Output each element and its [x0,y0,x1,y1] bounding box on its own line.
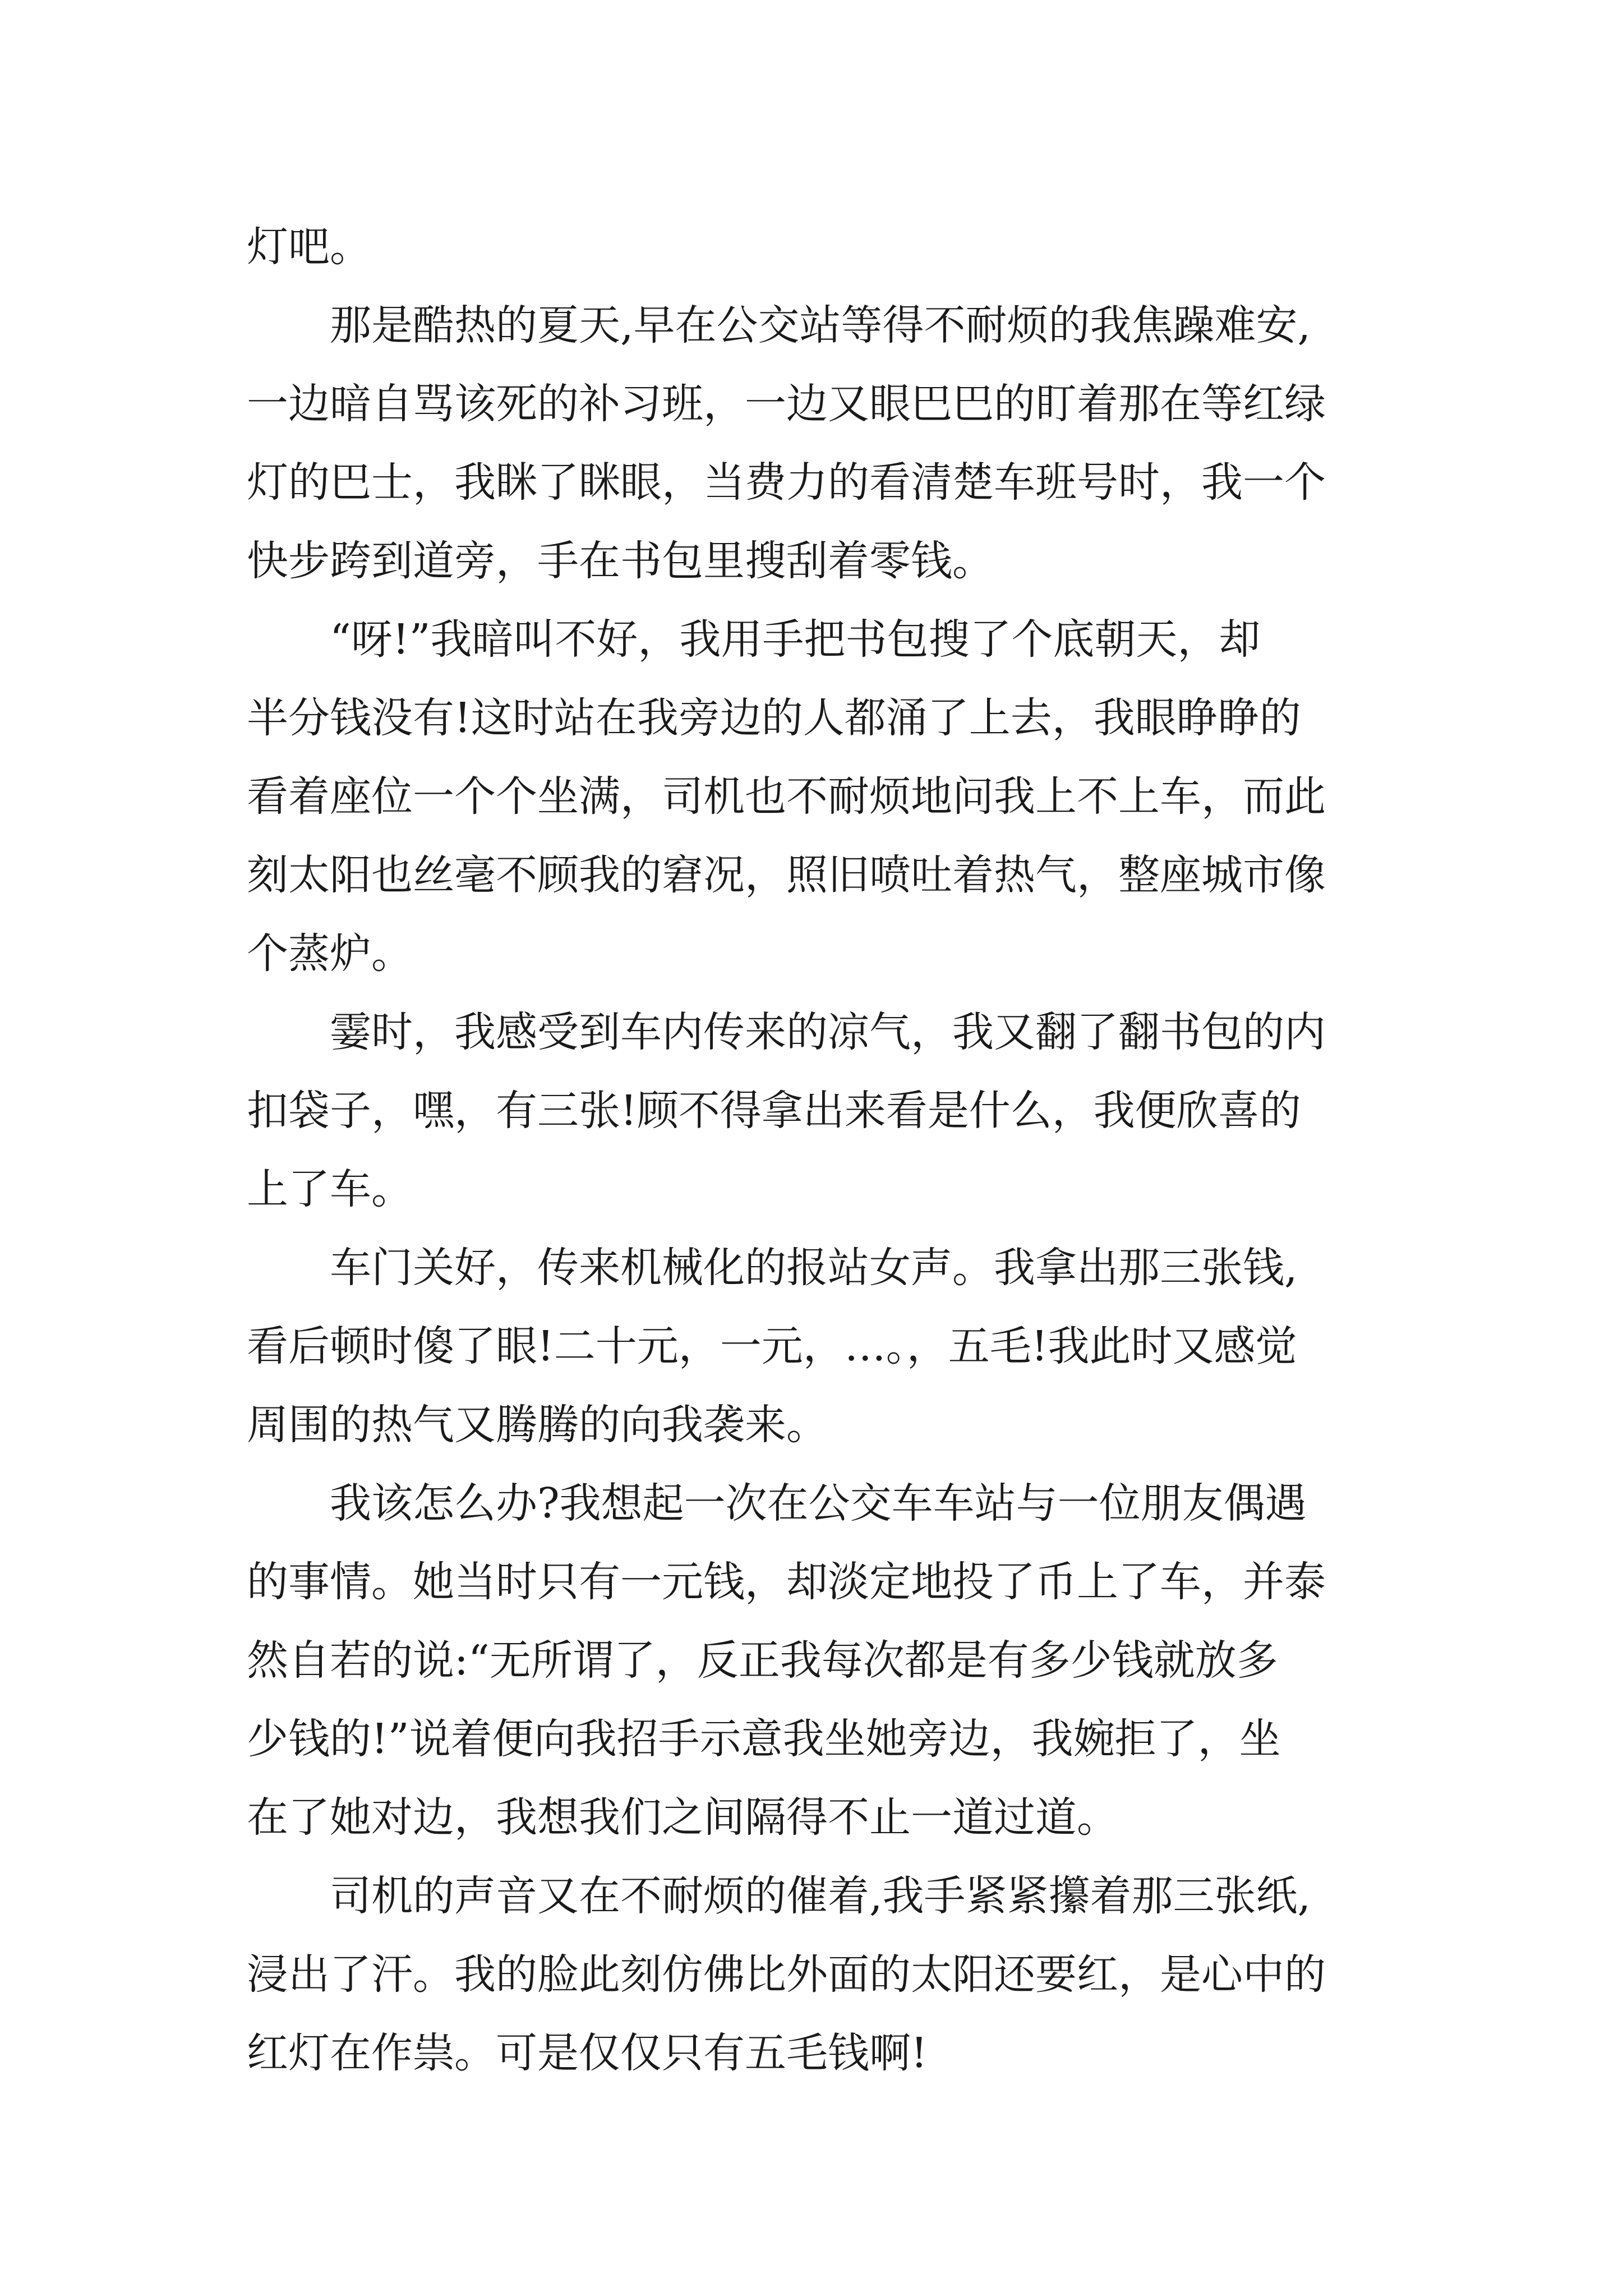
text-line: 少钱的!”说着便向我招手示意我坐她旁边，我婉拒了，坐 [247,1715,1281,1763]
text-line: 周围的热气又腾腾的向我袭来。 [247,1401,828,1449]
text-line: 那是酷热的夏天,早在公交站等得不耐烦的我焦躁难安, [247,301,1311,349]
text-line: 个蒸炉。 [247,930,413,978]
text-line: 霎时，我感受到车内传来的凉气，我又翻了翻书包的内 [247,1008,1326,1056]
text-line: 在了她对边，我想我们之间隔得不止一道过道。 [247,1793,1118,1842]
text-line: 我该怎么办?我想起一次在公交车车站与一位朋友偶遇 [247,1479,1307,1527]
text-line: 的事情。她当时只有一元钱，却淡定地投了币上了车，并泰 [247,1558,1326,1606]
text-line: 司机的声音又在不耐烦的催着,我手紧紧攥着那三张纸, [247,1872,1311,1920]
text-line: 车门关好，传来机械化的报站女声。我拿出那三张钱, [247,1244,1298,1292]
text-line: 红灯在作祟。可是仅仅只有五毛钱啊! [247,2029,928,2077]
text-line: 刻太阳也丝毫不顾我的窘况，照旧喷吐着热气，整座城市像 [247,851,1326,899]
text-line: 半分钱没有!这时站在我旁边的人都涌了上去，我眼睁睁的 [247,694,1301,742]
text-line: 上了车。 [247,1165,413,1213]
text-line: 浸出了汗。我的脸此刻仿佛比外面的太阳还要红，是心中的 [247,1950,1326,1999]
text-line: 一边暗自骂该死的补习班，一边又眼巴巴的盯着那在等红绿 [247,380,1326,428]
text-line: 然自若的说:“无所谓了，反正我每次都是有多少钱就放多 [247,1636,1278,1685]
body-text [247,208,1385,2092]
text-line: 看后顿时傻了眼!二十元，一元，…。，五毛!我此时又感觉 [247,1322,1297,1370]
text-line: 扣袋子，嘿，有三张!顾不得拿出来看是什么，我便欣喜的 [247,1087,1301,1135]
text-line: “呀!”我暗叫不好，我用手把书包搜了个底朝天，却 [247,615,1261,664]
text-line: 灯的巴士，我眯了眯眼，当费力的看清楚车班号时，我一个 [247,458,1326,507]
text-line: 看着座位一个个坐满，司机也不耐烦地问我上不上车，而此 [247,772,1326,821]
text-line: 灯吧。 [247,223,371,271]
text-line: 快步跨到道旁，手在书包里搜刮着零钱。 [247,537,994,585]
